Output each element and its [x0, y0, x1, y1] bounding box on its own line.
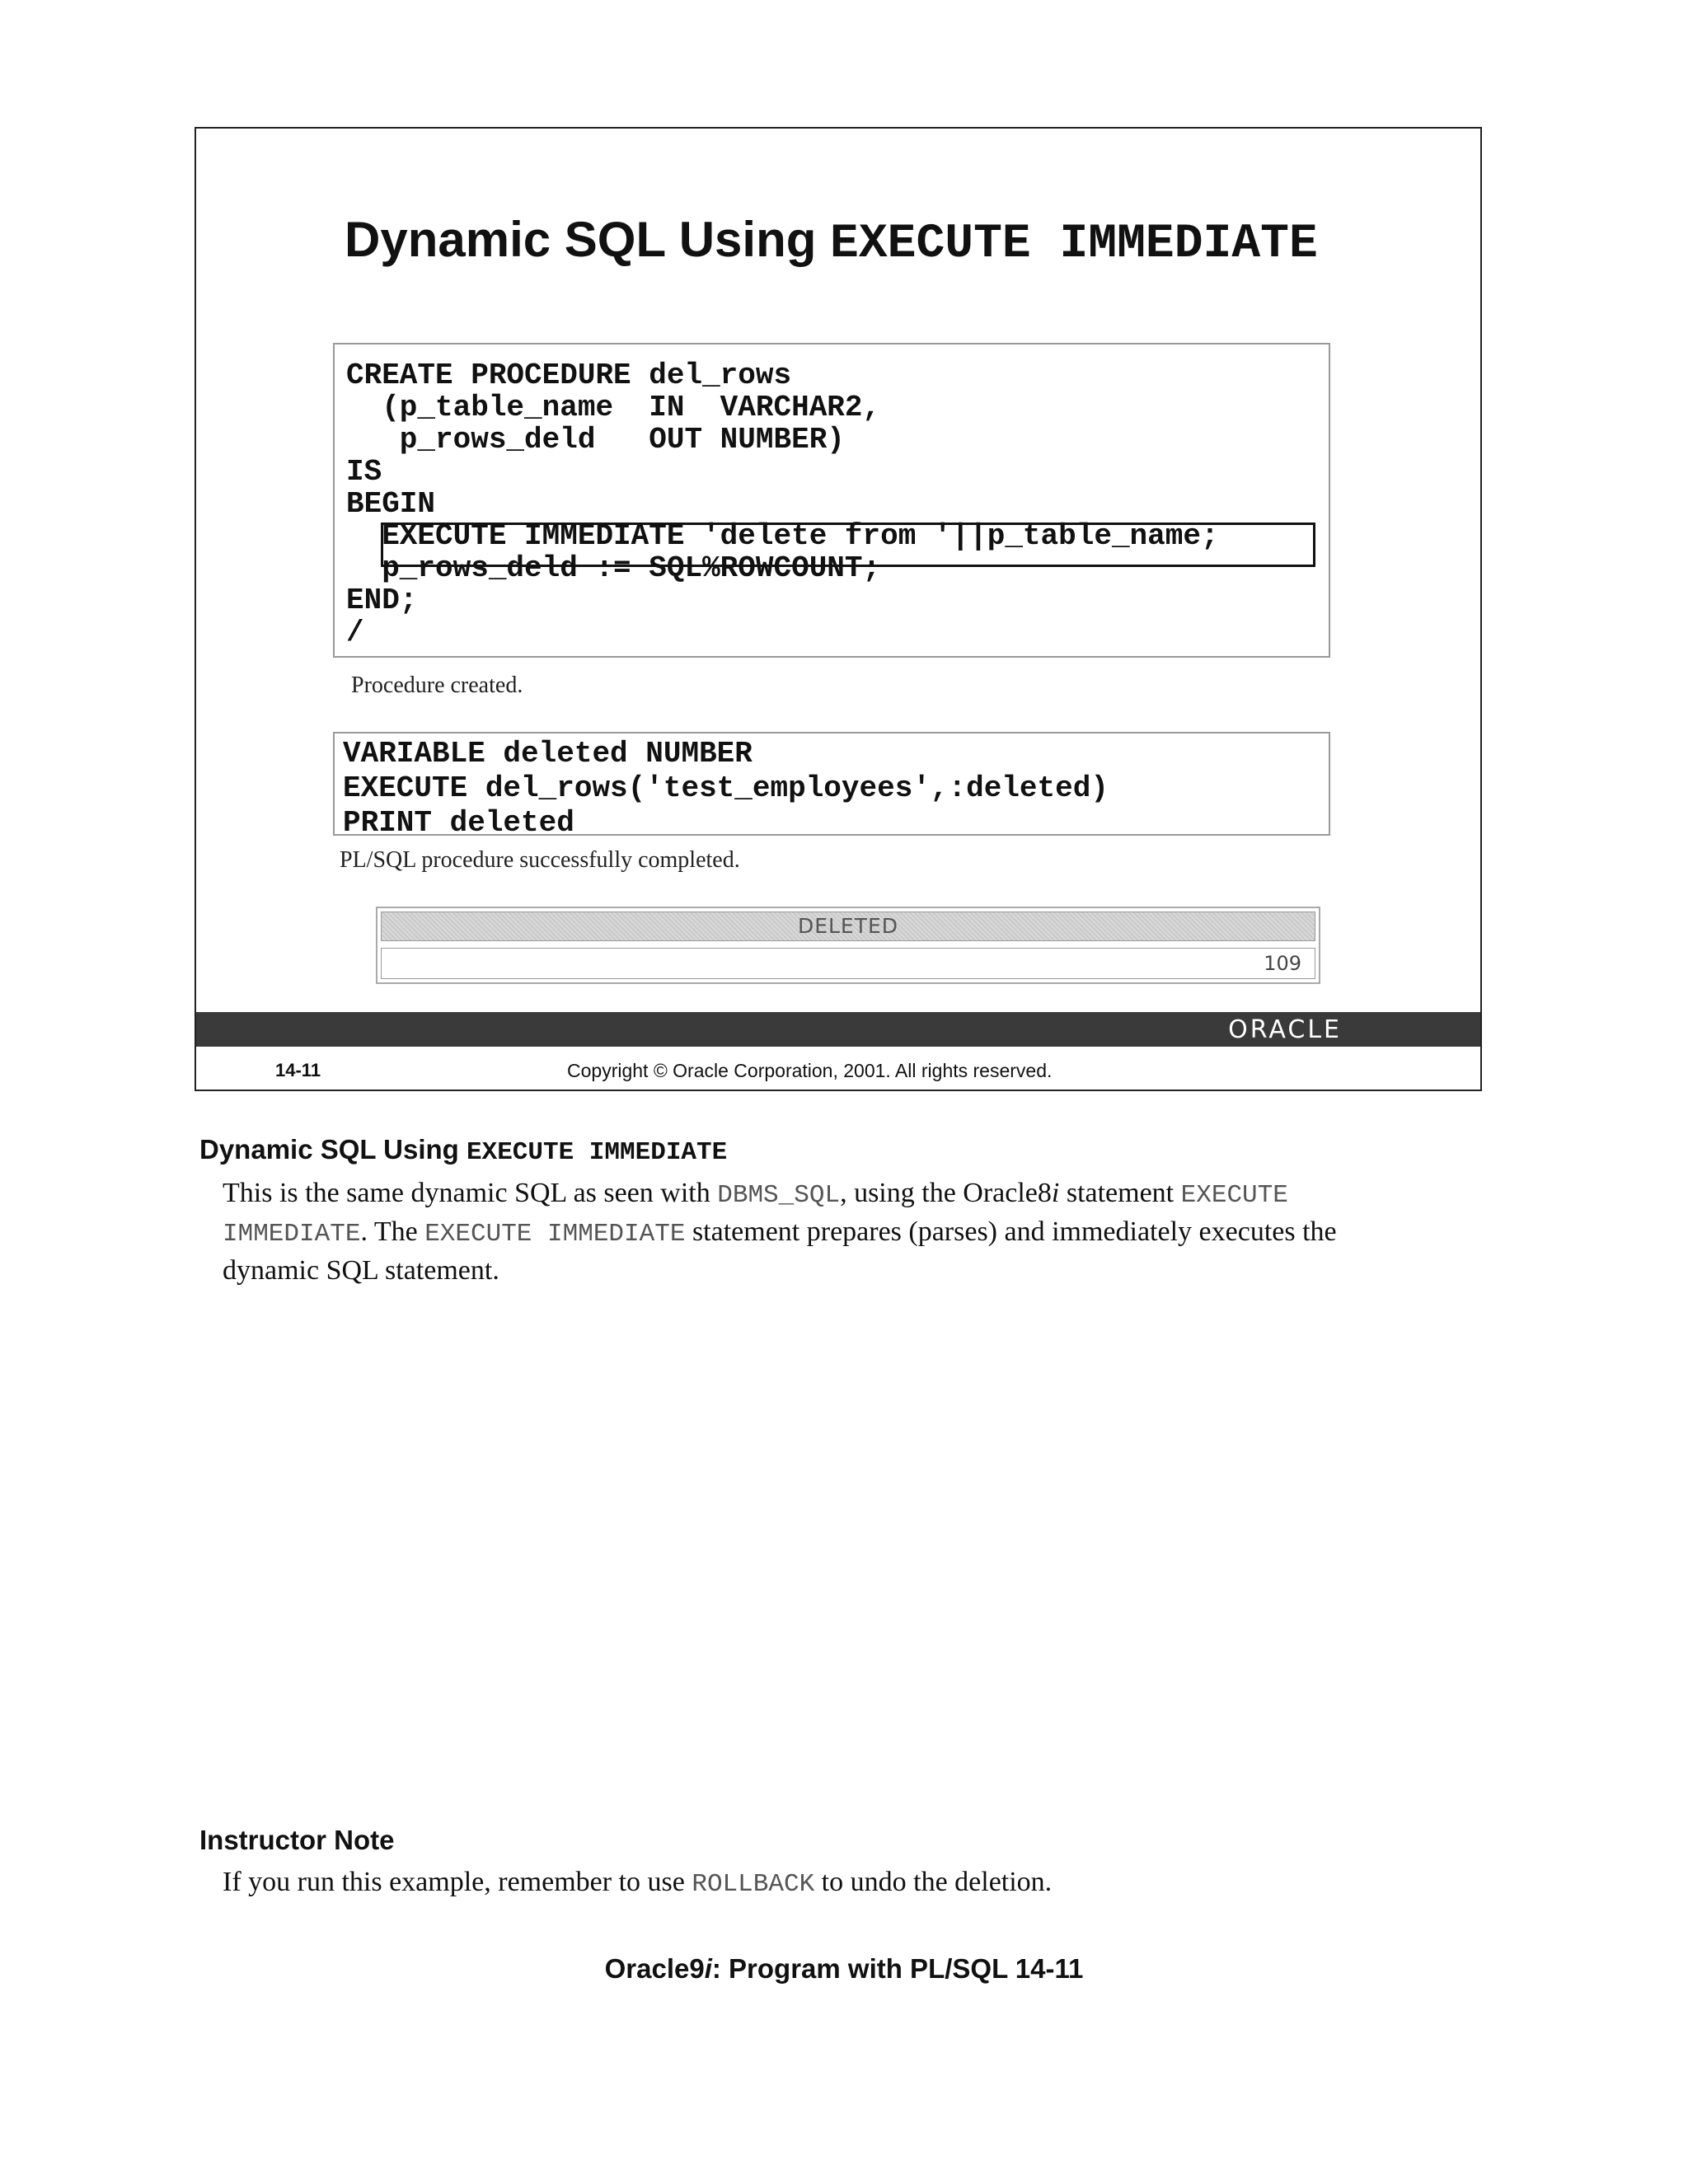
code-line: IS [346, 455, 382, 489]
code-line: / [346, 616, 364, 649]
footer-rest: : Program with PL/SQL 14-11 [711, 1953, 1084, 1984]
page-footer [0, 1953, 1688, 1985]
text-run: statement [1059, 1178, 1181, 1208]
slide-title-text: Dynamic SQL Using [345, 212, 831, 267]
code-line: END; [346, 583, 418, 617]
code-line: BEGIN [346, 487, 436, 521]
result-column-header: DELETED [381, 912, 1315, 941]
text-run: . The [360, 1216, 425, 1247]
execute-code [343, 737, 1109, 841]
result-value-cell: 109 [381, 948, 1315, 979]
execute-code-box [333, 732, 1330, 840]
code-line-highlighted: EXECUTE IMMEDIATE 'delete from '||p_table_name; [346, 519, 1219, 553]
paragraph-line-1 [223, 1175, 1337, 1214]
slide-copyright: Copyright © Oracle Corporation, 2001. All rights reserved. [567, 1060, 1053, 1081]
footer-product: Oracle9 [604, 1953, 705, 1984]
notes-heading [199, 1134, 727, 1167]
oracle-logo: ORACLE [1228, 1015, 1342, 1044]
slide-title-code: EXECUTE IMMEDIATE [830, 218, 1318, 271]
code-run: EXECUTE [1180, 1181, 1288, 1210]
code-line: p_rows_deld := SQL%ROWCOUNT; [346, 551, 881, 585]
procedure-code [346, 359, 1219, 649]
code-line: (p_table_name IN VARCHAR2, [346, 391, 881, 424]
code-line: EXECUTE del_rows('test_employees',:deleted) [343, 771, 1109, 805]
text-run: If you run this example, remember to use [223, 1867, 692, 1897]
footer-product-italic: i [704, 1953, 712, 1984]
code-run: IMMEDIATE [223, 1220, 361, 1249]
notes-heading-code: EXECUTE IMMEDIATE [466, 1138, 728, 1167]
code-run: DBMS_SQL [717, 1181, 841, 1210]
code-run: ROLLBACK [692, 1870, 815, 1899]
paragraph-line-3: dynamic SQL statement. [223, 1255, 499, 1286]
code-run: EXECUTE IMMEDIATE [424, 1220, 686, 1249]
code-line: PRINT deleted [343, 806, 574, 840]
instructor-note-heading: Instructor Note [199, 1825, 395, 1855]
output-plsql-completed: PL/SQL procedure successfully completed. [340, 847, 740, 873]
code-line: p_rows_deld OUT NUMBER) [346, 423, 845, 457]
text-run: to undo the deletion. [814, 1867, 1053, 1897]
slide-title [345, 211, 1318, 271]
code-line: CREATE PROCEDURE del_rows [346, 359, 792, 392]
notes-heading-text: Dynamic SQL Using [199, 1134, 467, 1165]
text-run: statement prepares (parses) and immediately executes the [685, 1216, 1337, 1247]
slide-frame [195, 127, 1482, 1091]
procedure-code-box [333, 343, 1330, 658]
paragraph-line-2 [223, 1214, 1337, 1253]
instructor-note-text [223, 1864, 1052, 1903]
code-line: VARIABLE deleted NUMBER [343, 737, 753, 771]
notes-paragraph [223, 1175, 1337, 1289]
text-run: This is the same dynamic SQL as seen with [223, 1178, 718, 1208]
result-grid [376, 907, 1320, 984]
slide-number: 14-11 [275, 1060, 321, 1080]
italic-run: i [1051, 1178, 1060, 1208]
text-run: , using the Oracle8 [840, 1178, 1052, 1208]
slide-footer-bar [196, 1012, 1480, 1047]
output-procedure-created: Procedure created. [351, 673, 523, 698]
